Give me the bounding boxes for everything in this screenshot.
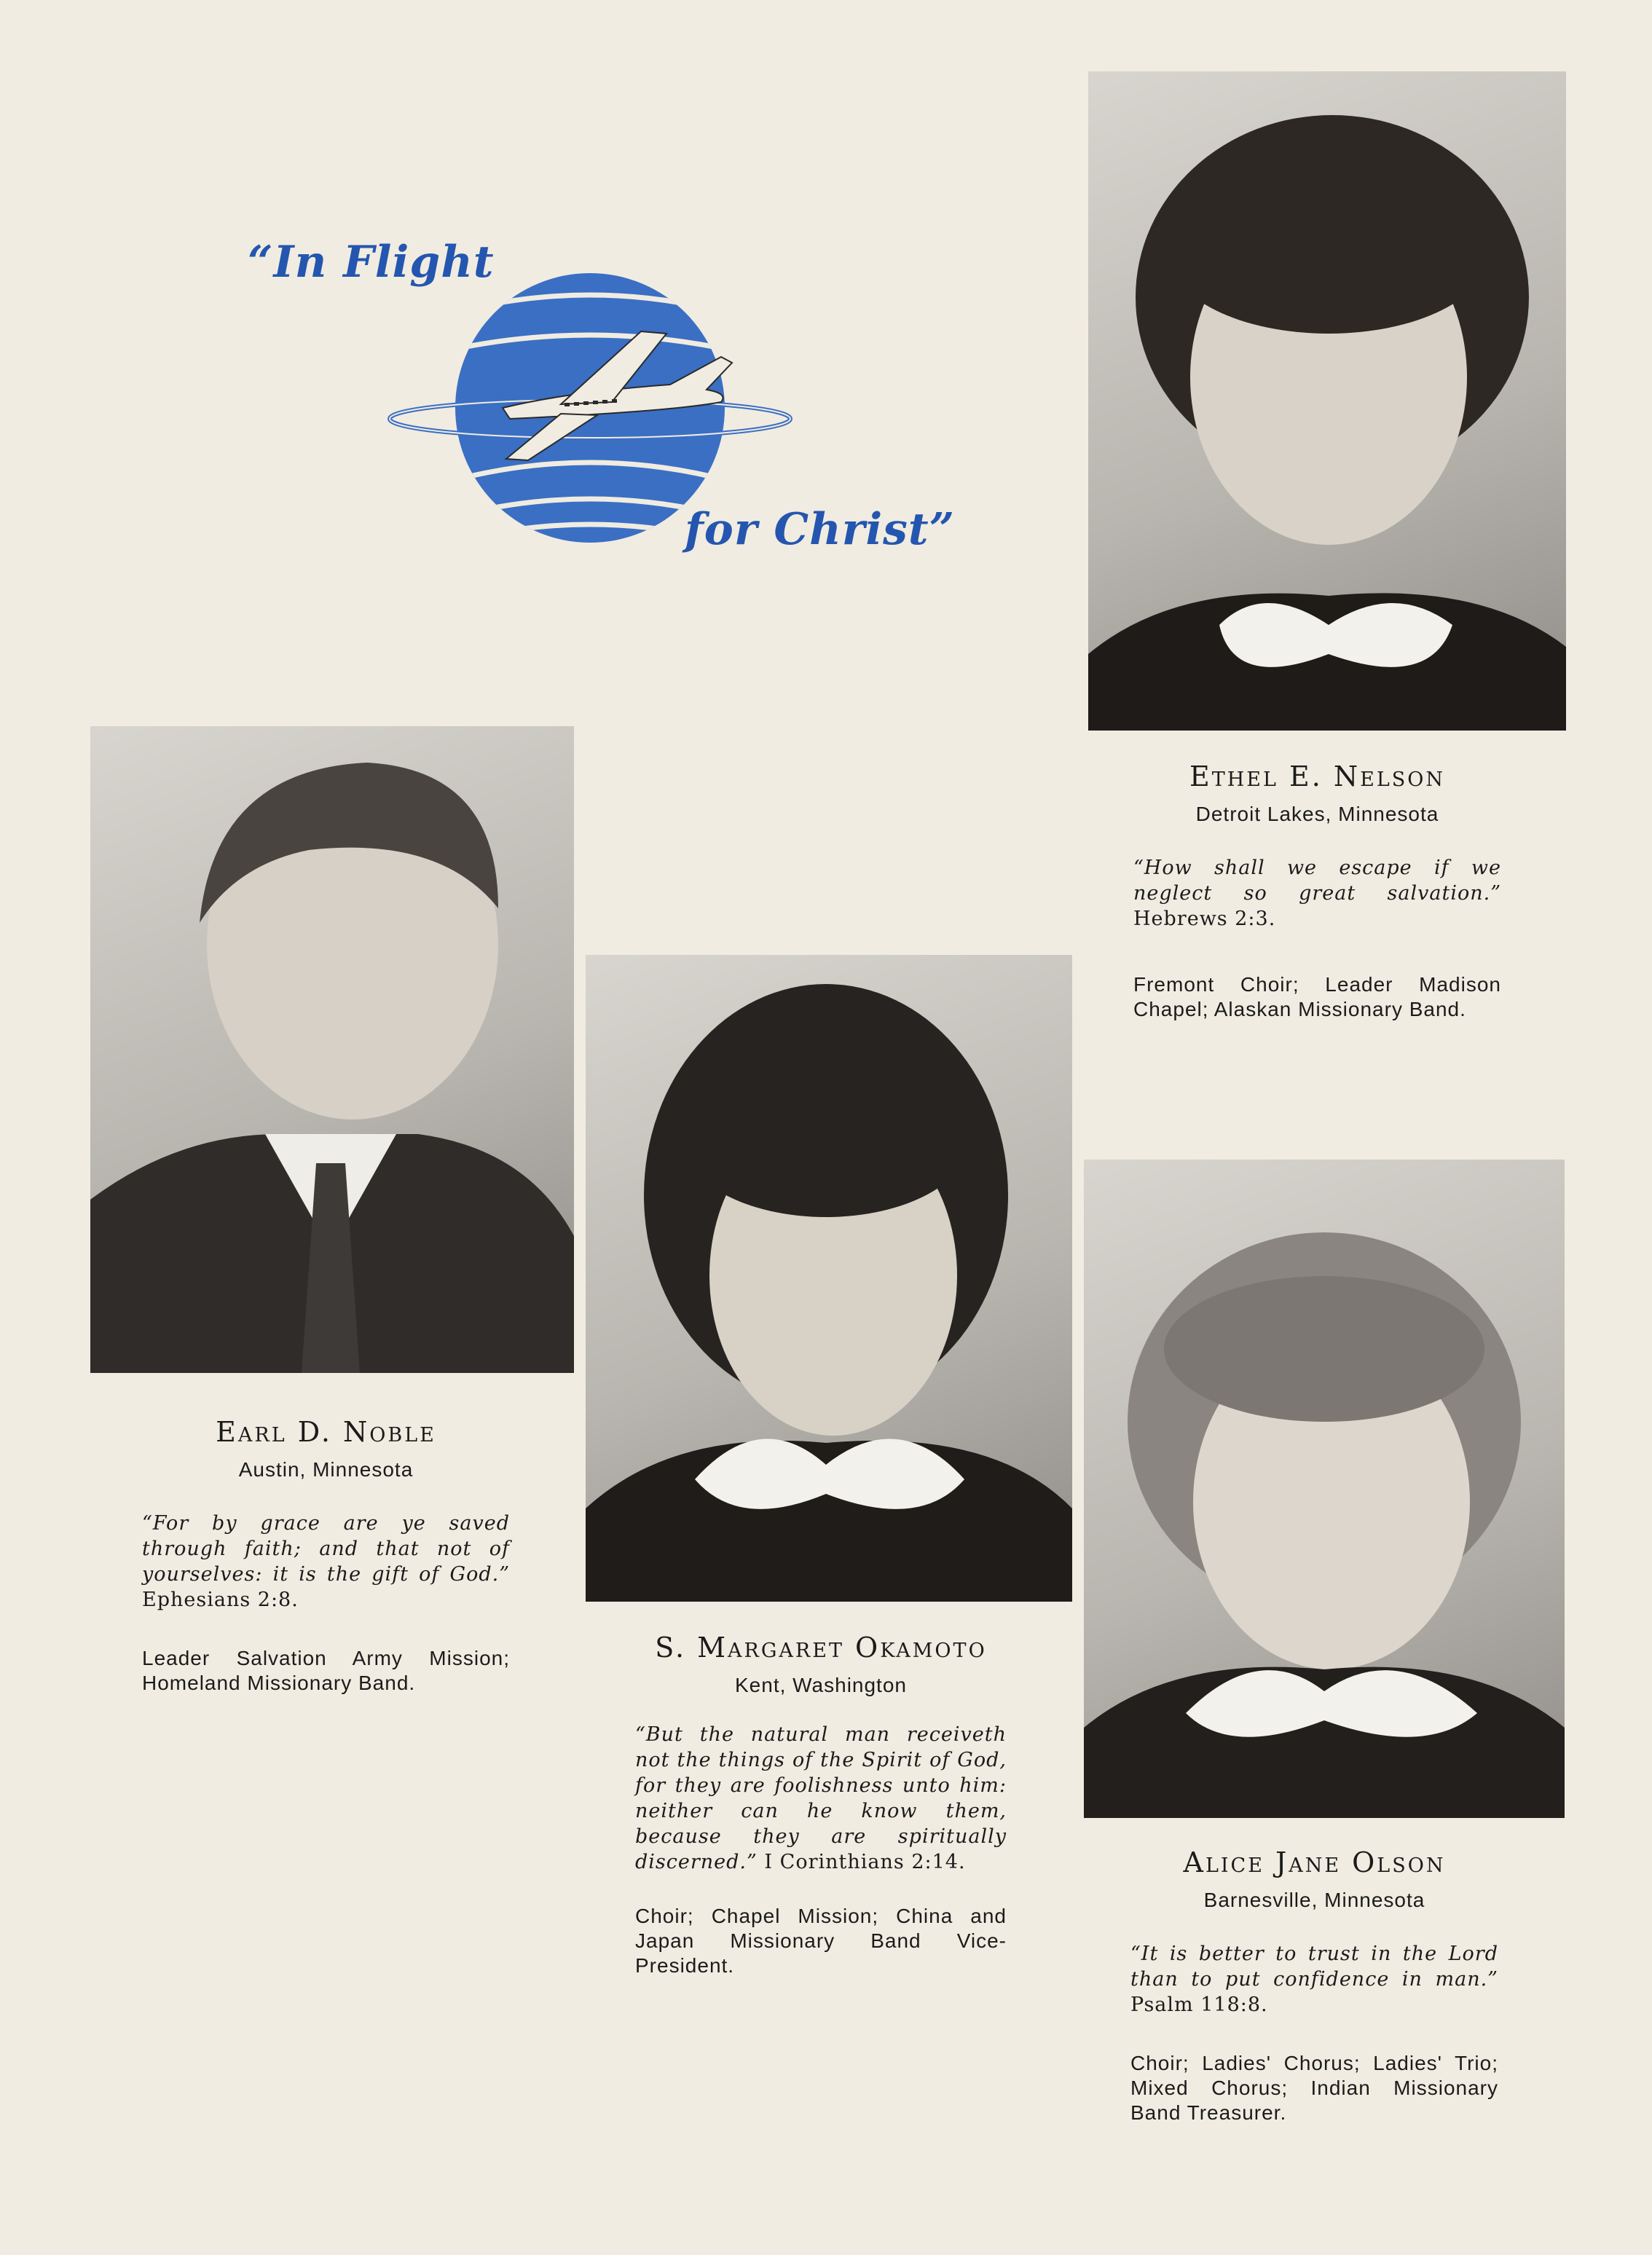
motto-bottom: for Christ” — [685, 504, 956, 555]
student-name: Ethel E. Nelson — [1189, 760, 1446, 792]
scripture-reference: Psalm 118:8. — [1130, 1994, 1268, 2016]
portrait-alice-olson — [1084, 1160, 1565, 1818]
student-quote: “How shall we escape if we neglect so great salvation.” Hebrews 2:3. — [1133, 857, 1501, 930]
student-quote: “It is better to trust in the Lord than to put confidence in man.” Psalm 118:8. — [1130, 1943, 1498, 2016]
student-name: Earl D. Noble — [216, 1416, 436, 1448]
scripture-reference: Hebrews 2:3. — [1133, 908, 1276, 930]
portrait-ethel-nelson — [1088, 71, 1566, 731]
student-quote: “For by grace are ye saved through faith; and that not of yourselves: it is the gift of God.” Ephesians 2:8. — [142, 1512, 510, 1611]
student-quote: “But the natural man receiveth not the things of the Spirit of God, for they are foolishness unto him: neither can he know them, because they are spiritually discerned.” I Corinthians 2:14. — [635, 1723, 1007, 1873]
student-activities: Leader Salvation Army Mission; Homeland Missionary Band. — [142, 1647, 510, 1694]
student-activities: Fremont Choir; Leader Madison Chapel; Alaskan Missionary Band. — [1133, 973, 1501, 1020]
entry-earl-noble — [142, 1416, 510, 1696]
student-activities: Choir; Ladies' Chorus; Ladies' Trio; Mixed Chorus; Indian Missionary Band Treasurer. — [1130, 2052, 1498, 2124]
entry-ethel-nelson — [1133, 760, 1501, 1022]
student-name: S. Margaret Okamoto — [655, 1632, 987, 1664]
motto-top: “In Flight — [248, 237, 495, 288]
scripture-reference: I Corinthians 2:14. — [764, 1851, 966, 1873]
portrait-margaret-okamoto — [586, 955, 1072, 1602]
student-activities: Choir; Chapel Mission; China and Japan Missionary Band Vice-President. — [635, 1905, 1007, 1977]
entry-alice-olson — [1130, 1846, 1498, 2125]
student-hometown: Kent, Washington — [735, 1674, 907, 1696]
student-name: Alice Jane Olson — [1183, 1846, 1446, 1878]
entry-margaret-okamoto — [635, 1632, 1007, 1978]
student-hometown: Barnesville, Minnesota — [1203, 1889, 1425, 1911]
scripture-reference: Ephesians 2:8. — [142, 1589, 299, 1611]
student-hometown: Austin, Minnesota — [238, 1458, 414, 1481]
student-hometown: Detroit Lakes, Minnesota — [1195, 803, 1439, 825]
portrait-earl-noble — [90, 726, 574, 1373]
